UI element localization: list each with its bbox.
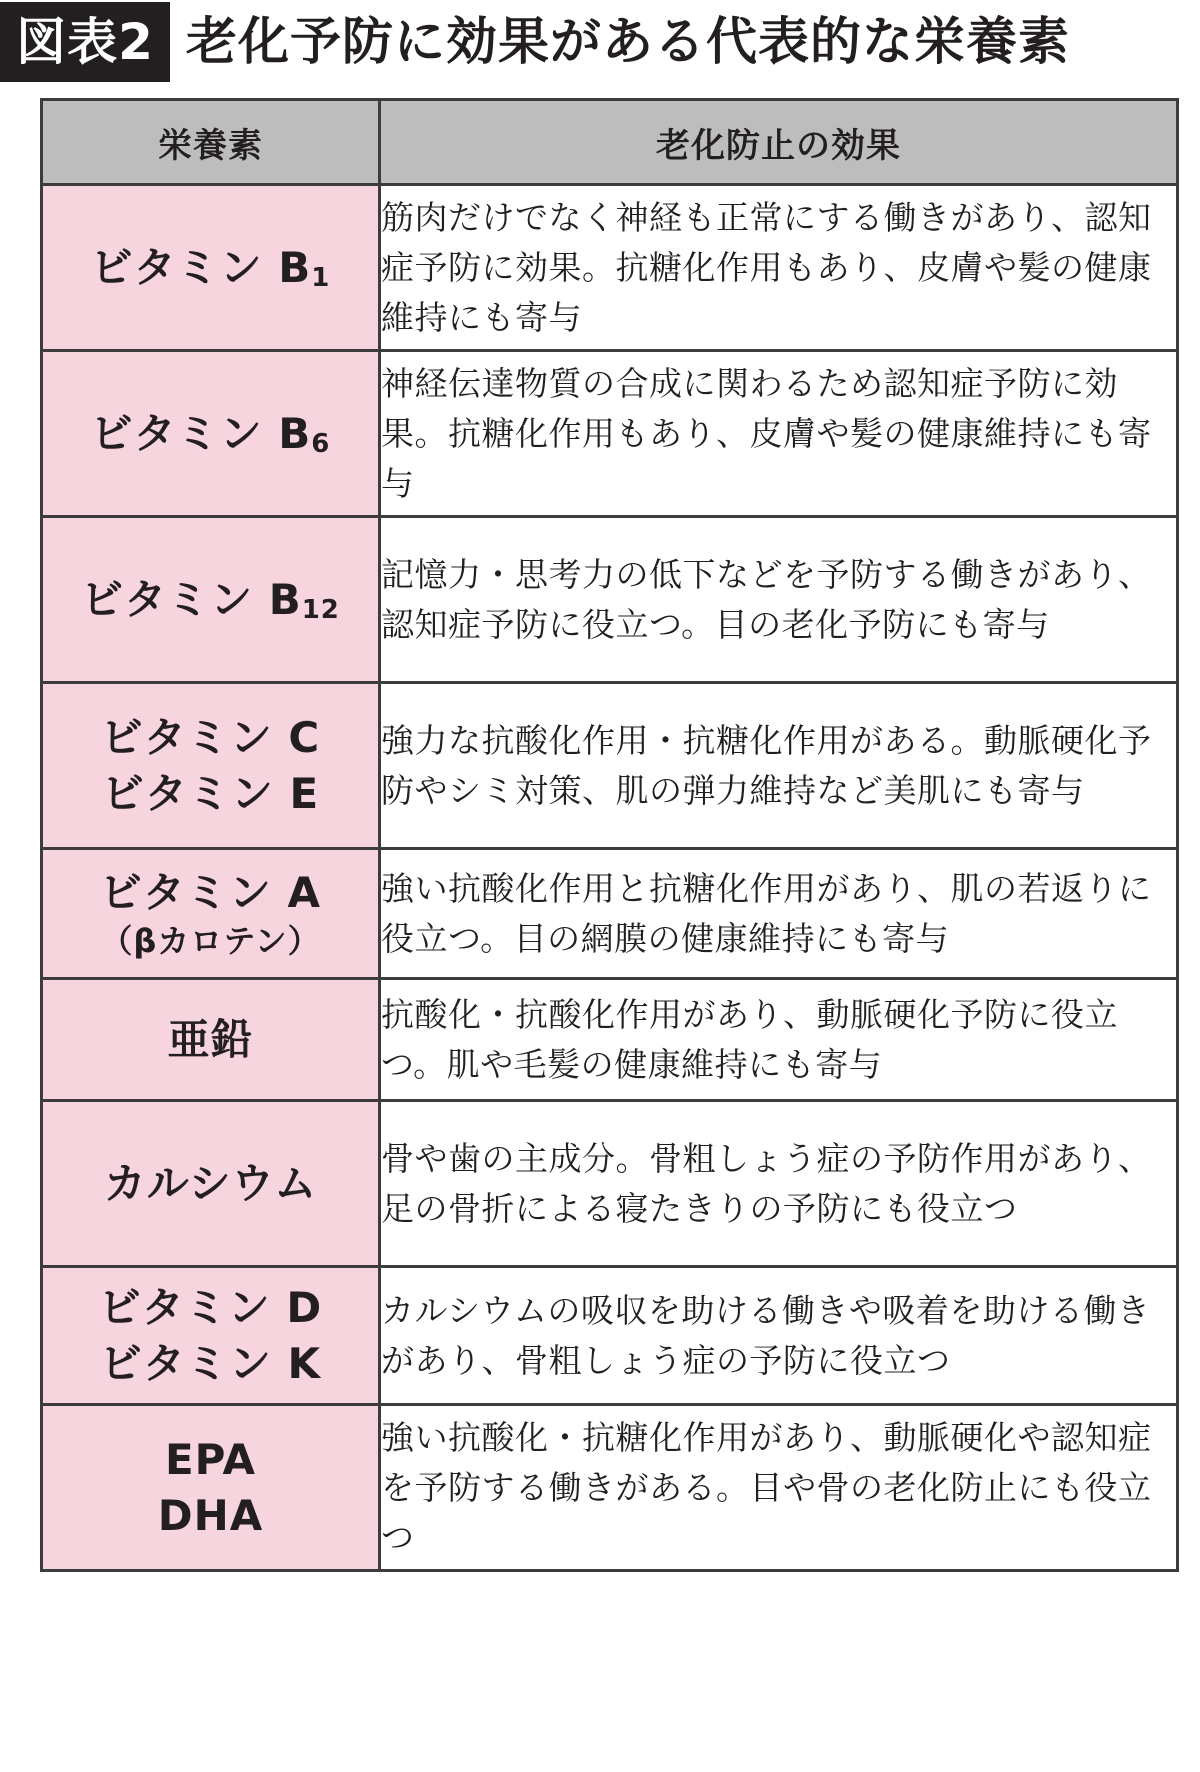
effect-cell: 神経伝達物質の合成に関わるため認知症予防に効果。抗糖化作用もあり、皮膚や髪の健康維持にも寄与 bbox=[380, 351, 1178, 517]
nutrient-subscript: 1 bbox=[311, 262, 331, 293]
table-row bbox=[42, 185, 1178, 351]
nutrient-cell: ビタミン D ビタミン K bbox=[42, 1267, 380, 1405]
table-row bbox=[42, 683, 1178, 849]
effect-cell: カルシウムの吸収を助ける働きや吸着を助ける働きがあり、骨粗しょう症の予防に役立つ bbox=[380, 1267, 1178, 1405]
table-row bbox=[42, 1267, 1178, 1405]
table-row bbox=[42, 979, 1178, 1101]
nutrient-table bbox=[40, 98, 1179, 1572]
effect-cell: 強い抗酸化・抗糖化作用があり、動脈硬化や認知症を予防する働きがある。目や骨の老化防止にも役立つ bbox=[380, 1405, 1178, 1571]
table-row bbox=[42, 1101, 1178, 1267]
nutrient-cell: ビタミン $B_6$ bbox=[42, 351, 380, 517]
figure-header bbox=[0, 0, 1200, 84]
table-row bbox=[42, 517, 1178, 683]
nutrient-cell: ビタミン A （βカロテン） bbox=[42, 849, 380, 979]
table-row bbox=[42, 351, 1178, 517]
nutrient-subscript: 12 bbox=[301, 594, 340, 625]
effect-cell: 骨や歯の主成分。骨粗しょう症の予防作用があり、足の骨折による寝たきりの予防にも役立つ bbox=[380, 1101, 1178, 1267]
table-header-row bbox=[42, 100, 1178, 185]
nutrient-cell: ビタミン $B_1$ bbox=[42, 185, 380, 351]
effect-cell: 筋肉だけでなく神経も正常にする働きがあり、認知症予防に効果。抗糖化作用もあり、皮膚や髪の健康維持にも寄与 bbox=[380, 185, 1178, 351]
nutrient-cell: ビタミン C ビタミン E bbox=[42, 683, 380, 849]
effect-cell: 強力な抗酸化作用・抗糖化作用がある。動脈硬化予防やシミ対策、肌の弾力維持など美肌にも寄与 bbox=[380, 683, 1178, 849]
nutrient-subscript: 6 bbox=[311, 428, 331, 459]
effect-cell: 強い抗酸化作用と抗糖化作用があり、肌の若返りに役立つ。目の網膜の健康維持にも寄与 bbox=[380, 849, 1178, 979]
effect-cell: 抗酸化・抗酸化作用があり、動脈硬化予防に役立つ。肌や毛髪の健康維持にも寄与 bbox=[380, 979, 1178, 1101]
table-row bbox=[42, 849, 1178, 979]
figure-number-badge: 図表2 bbox=[0, 2, 170, 82]
effect-cell: 記憶力・思考力の低下などを予防する働きがあり、認知症予防に役立つ。目の老化予防にも寄与 bbox=[380, 517, 1178, 683]
nutrient-cell: ビタミン $B_{12}$ bbox=[42, 517, 380, 683]
figure-title: 老化予防に効果がある代表的な栄養素 bbox=[186, 12, 1071, 72]
nutrient-cell: 亜鉛 bbox=[42, 979, 380, 1101]
nutrient-cell: EPA DHA bbox=[42, 1405, 380, 1571]
nutrient-cell: カルシウム bbox=[42, 1101, 380, 1267]
column-header-effect: 老化防止の効果 bbox=[380, 100, 1178, 185]
column-header-nutrient: 栄養素 bbox=[42, 100, 380, 185]
table-row bbox=[42, 1405, 1178, 1571]
